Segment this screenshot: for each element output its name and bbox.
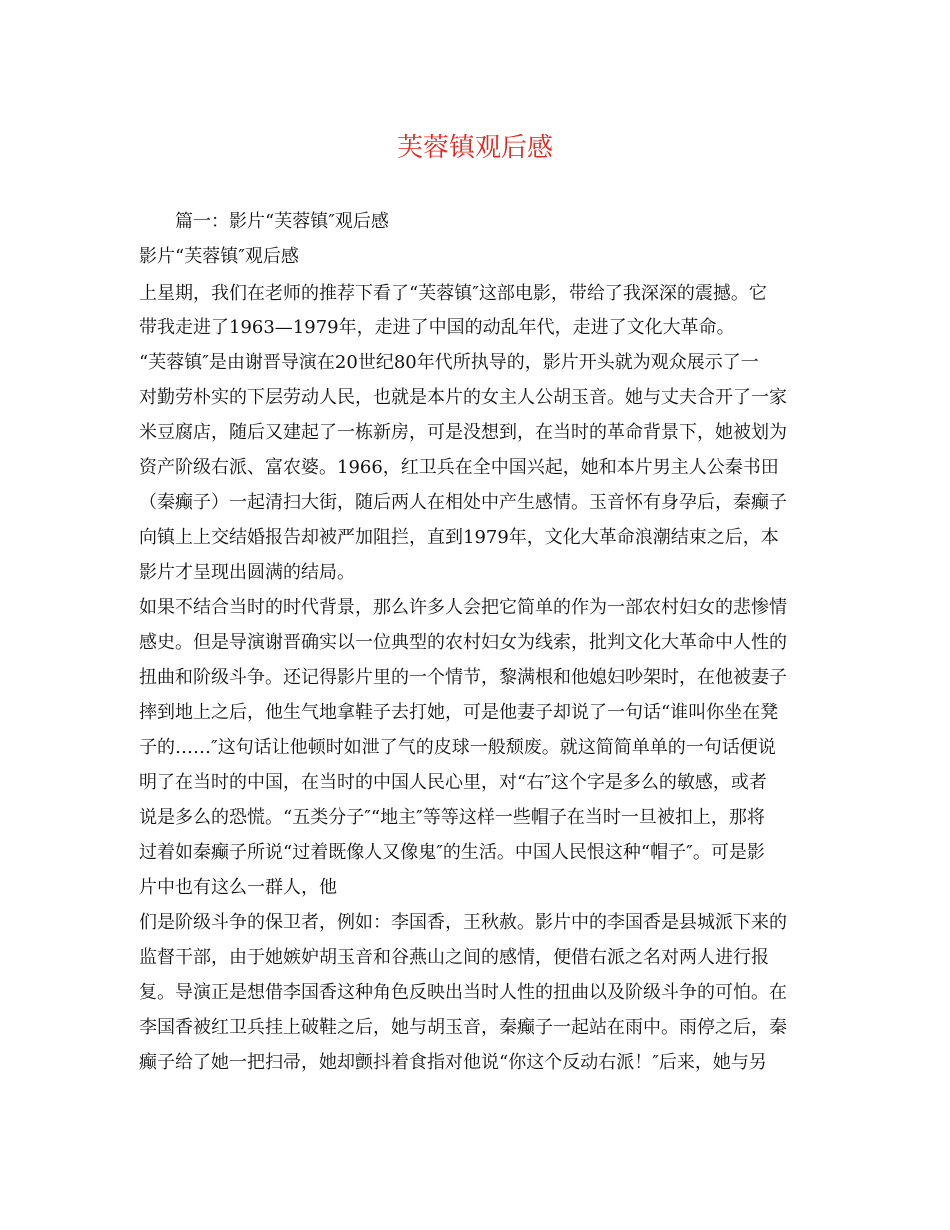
text-line: 扭曲和阶级斗争。还记得影片里的一个情节，黎满根和他媳妇吵架时，在他被妻子 xyxy=(139,667,787,688)
text-line: 说是多么的恐慌。“五类分子″“地主″等等这样一些帽子在当时一旦被扣上，那将 xyxy=(139,807,765,828)
text-line: 片中也有这么一群人，他 xyxy=(139,877,337,898)
text-line: 癫子给了她一把扫帚，她却颤抖着食指对他说“你这个反动右派！″后来，她与另 xyxy=(139,1052,767,1073)
page-title: 芙蓉镇观后感 xyxy=(396,133,553,163)
text-line: 明了在当时的中国，在当时的中国人民心里，对“右″这个字是多么的敏感，或者 xyxy=(139,772,767,793)
text-line: 上星期，我们在老师的推荐下看了“芙蓉镇″这部电影，带给了我深深的震撼。它 xyxy=(139,283,767,304)
text-line: 带我走进了1963—1979年，走进了中国的动乱年代，走进了文化大革命。 xyxy=(139,317,735,338)
text-line: 米豆腐店，随后又建起了一栋新房，可是没想到，在当时的革命背景下，她被划为 xyxy=(139,422,787,443)
text-line: 对勤劳朴实的下层劳动人民，也就是本片的女主人公胡玉音。她与丈夫合开了一家 xyxy=(139,387,787,408)
text-line: 如果不结合当时的时代背景，那么许多人会把它简单的作为一部农村妇女的悲惨情 xyxy=(139,597,787,618)
text-line: 过着如秦癫子所说“过着既像人又像鬼″的生活。中国人民恨这种“帽子″。可是影 xyxy=(139,842,765,863)
subheading: 影片“芙蓉镇″观后感 xyxy=(139,246,299,267)
text-line: 监督干部，由于她嫉妒胡玉音和谷燕山之间的感情，便借右派之名对两人进行报 xyxy=(139,947,769,968)
text-line: （秦癫子）一起清扫大街，随后两人在相处中产生感情。玉音怀有身孕后，秦癫子 xyxy=(139,492,787,513)
text-line: 资产阶级右派、富农婆。1966，红卫兵在全中国兴起，她和本片男主人公秦书田 xyxy=(139,457,779,478)
text-line: “芙蓉镇″是由谢晋导演在20世纪80年代所执导的，影片开头就为观众展示了一 xyxy=(139,352,759,373)
text-line: 向镇上上交结婚报告却被严加阻拦，直到1979年，文化大革命浪潮结束之后，本 xyxy=(139,527,779,548)
text-line: 们是阶级斗争的保卫者，例如：李国香，王秋赦。影片中的李国香是县城派下来的 xyxy=(139,912,787,933)
text-line: 李国香被红卫兵挂上破鞋之后，她与胡玉音，秦癫子一起站在雨中。雨停之后，秦 xyxy=(139,1017,787,1038)
text-line: 摔到地上之后，他生气地拿鞋子去打她，可是他妻子却说了一句话“谁叫你坐在凳 xyxy=(139,702,779,723)
text-line: 子的……″这句话让他顿时如泄了气的皮球一般颓废。就这简简单单的一句话便说 xyxy=(139,737,776,758)
text-line: 复。导演正是想借李国香这种角色反映出当时人性的扭曲以及阶级斗争的可怕。在 xyxy=(139,982,787,1003)
text-line: 影片才呈现出圆满的结局。 xyxy=(139,562,355,583)
text-line: 感史。但是导演谢晋确实以一位典型的农村妇女为线索，批判文化大革命中人性的 xyxy=(139,632,787,653)
section-heading: 篇一：影片“芙蓉镇″观后感 xyxy=(175,211,389,232)
